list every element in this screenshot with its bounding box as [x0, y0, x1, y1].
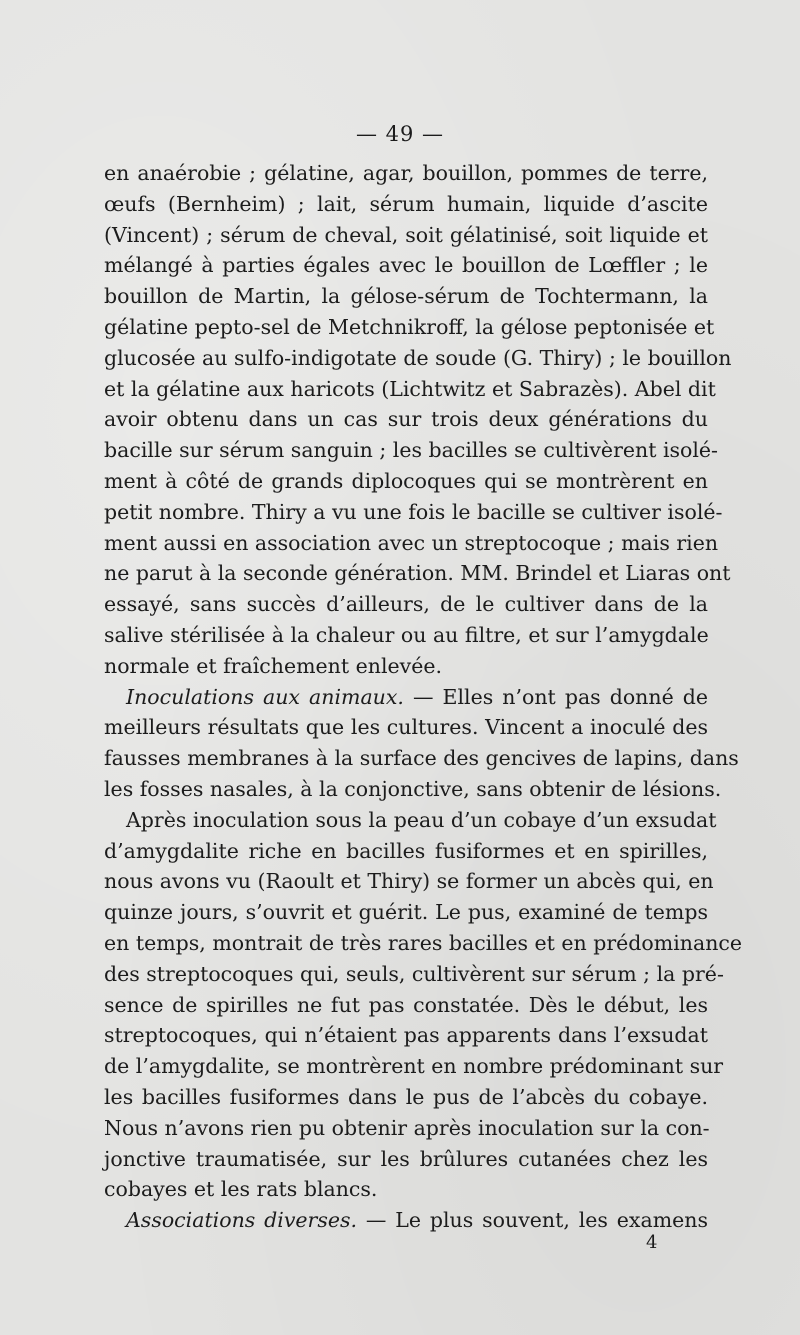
- text-line: ment aussi en association avec un streptocoque ; mais rien: [104, 530, 719, 555]
- text-line: cobayes et les rats blancs.: [104, 1177, 378, 1202]
- text-line: normale et fraîchement enlevée.: [104, 653, 442, 678]
- text-line: ment à côté de grands diplocoques qui se montrèrent en: [104, 468, 708, 493]
- text-line: streptocoques, qui n’étaient pas apparents dans l’exsudat: [104, 1023, 708, 1048]
- text-line: [104, 1205, 708, 1236]
- text-line: nous avons vu (Raoult et Thiry) se former un abcès qui, en: [104, 869, 714, 894]
- text-line: fausses membranes à la surface des gencives de lapins, dans: [104, 746, 739, 771]
- text-line: bouillon de Martin, la gélose-sérum de Tochtermann, la: [104, 284, 708, 309]
- text-line: bacille sur sérum sanguin ; les bacilles se cultivèrent isolé-: [104, 438, 718, 463]
- text-line: en temps, montrait de très rares bacilles et en prédominance: [104, 930, 743, 955]
- text-line: glucosée au sulfo-indigotate de soude (G. Thiry) ; le bouillon: [104, 345, 732, 370]
- line-text: — Le plus souvent, les examens: [357, 1208, 708, 1233]
- text-line: ne parut à la seconde génération. MM. Brindel et Liaras ont: [104, 561, 731, 586]
- text-line: Après inoculation sous la peau d’un cobaye d’un exsudat: [126, 807, 717, 832]
- text-line: mélangé à parties égales avec le bouillon de Lœffler ; le: [104, 253, 708, 278]
- text-line: les bacilles fusiformes dans le pus de l’abcès du cobaye.: [104, 1084, 708, 1109]
- text-line: meilleurs résultats que les cultures. Vincent a inoculé des: [104, 715, 708, 740]
- text-line: quinze jours, s’ouvrit et guérit. Le pus, examiné de temps: [104, 900, 708, 925]
- text-line: de l’amygdalite, se montrèrent en nombre prédominant sur: [104, 1054, 724, 1079]
- text-line: jonctive traumatisée, sur les brûlures cutanées chez les: [104, 1146, 708, 1171]
- text-line: (Vincent) ; sérum de cheval, soit gélatinisé, soit liquide et: [104, 222, 708, 247]
- text-line: œufs (Bernheim) ; lait, sérum humain, liquide d’ascite: [104, 191, 708, 216]
- body-text: [104, 158, 743, 1236]
- text-line: salive stérilisée à la chaleur ou au filtre, et sur l’amygdale: [104, 622, 709, 647]
- text-line: d’amygdalite riche en bacilles fusiformes et en spirilles,: [104, 838, 708, 863]
- text-line: gélatine pepto-sel de Metchnikroff, la gélose peptonisée et: [104, 314, 715, 339]
- text-line: des streptocoques qui, seuls, cultivèrent sur sérum ; la pré-: [104, 961, 724, 986]
- signature-mark: 4: [646, 1232, 658, 1253]
- text-line: en anaérobie ; gélatine, agar, bouillon, pommes de terre,: [104, 161, 708, 185]
- text-line: petit nombre. Thiry a vu une fois le bacille se cultiver isolé-: [104, 499, 723, 524]
- text-line: avoir obtenu dans un cas sur trois deux générations du: [104, 407, 708, 432]
- text-line: Nous n’avons rien pu obtenir après inoculation sur la con-: [104, 1115, 710, 1140]
- text-line: sence de spirilles ne fut pas constatée. Dès le début, les: [104, 992, 708, 1017]
- line-text: — Elles n’ont pas donné de: [403, 684, 709, 709]
- page-number: — 49 —: [355, 122, 445, 146]
- text-line: les fosses nasales, à la conjonctive, sans obtenir de lésions.: [104, 776, 722, 801]
- text-line: [104, 682, 708, 713]
- section-heading: Inoculations aux animaux.: [126, 684, 404, 709]
- text-line: et la gélatine aux haricots (Lichtwitz et Sabrazès). Abel dit: [104, 376, 716, 401]
- section-heading: Associations diverses.: [126, 1208, 358, 1233]
- text-line: essayé, sans succès d’ailleurs, de le cultiver dans de la: [104, 592, 708, 617]
